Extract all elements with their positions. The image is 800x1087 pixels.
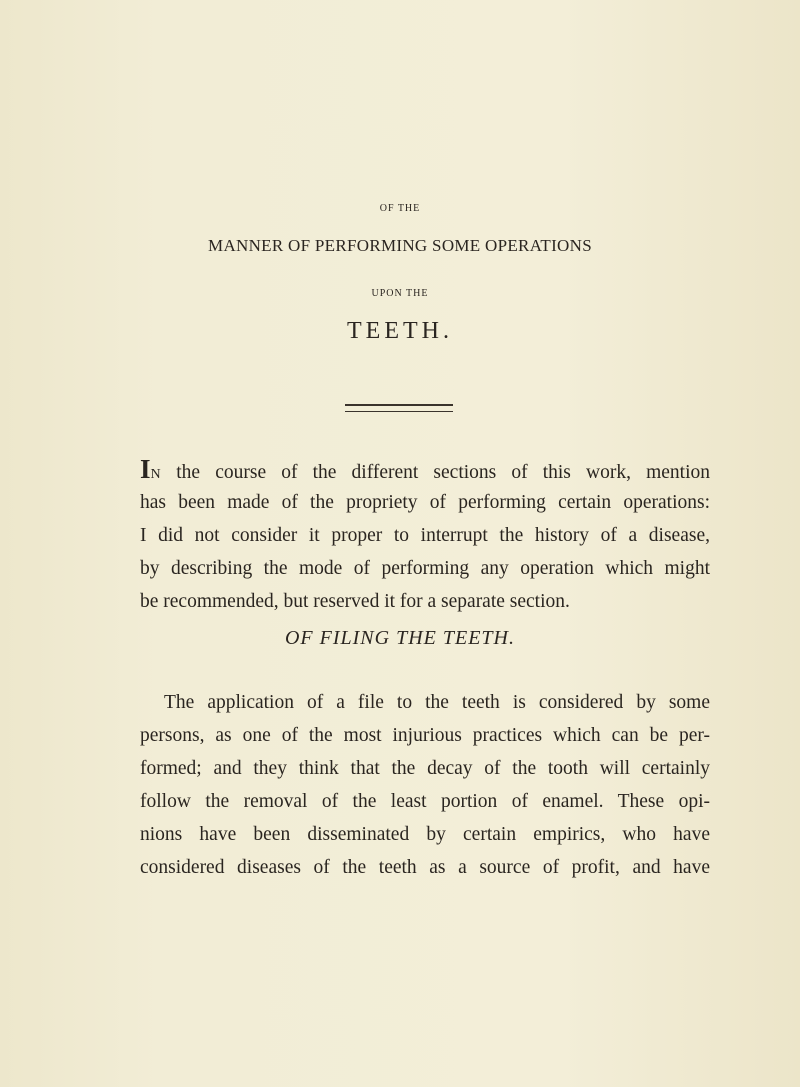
drop-cap-rest: N [150,467,162,482]
paragraph-line: IN the course of the different sections of this work, mention [140,454,710,484]
paragraph-line: has been made of the propriety of performing certain operations: [140,492,710,513]
drop-cap: I [140,454,151,484]
upon-the-heading: UPON THE [371,288,429,299]
paragraph-line: persons, as one of the most injurious practices which can be per- [140,725,710,746]
double-rule-divider [345,404,453,412]
of-the-heading: OF THE [379,203,421,214]
section-heading: OF FILING THE TEETH. [284,627,515,649]
paragraph-line: be recommended, but reserved it for a separate section. [140,591,570,612]
section-paragraph [140,686,710,884]
chapter-title: MANNER OF PERFORMING SOME OPERATIONS [208,236,592,255]
paragraph-line: The application of a file to the teeth is considered by some [164,692,710,713]
paragraph-line: follow the removal of the least portion of enamel. These opi- [140,791,710,812]
paragraph-line: by describing the mode of performing any operation which might [140,558,710,579]
paragraph-line: I did not consider it proper to interrupt the history of a disease, [140,525,710,546]
subject-title: TEETH. [347,318,453,344]
intro-paragraph [140,453,710,618]
paragraph-line: formed; and they think that the decay of the tooth will certainly [140,758,710,779]
paragraph-line: considered diseases of the teeth as a source of profit, and have [140,857,710,878]
paragraph-line: nions have been disseminated by certain empirics, who have [140,824,710,845]
